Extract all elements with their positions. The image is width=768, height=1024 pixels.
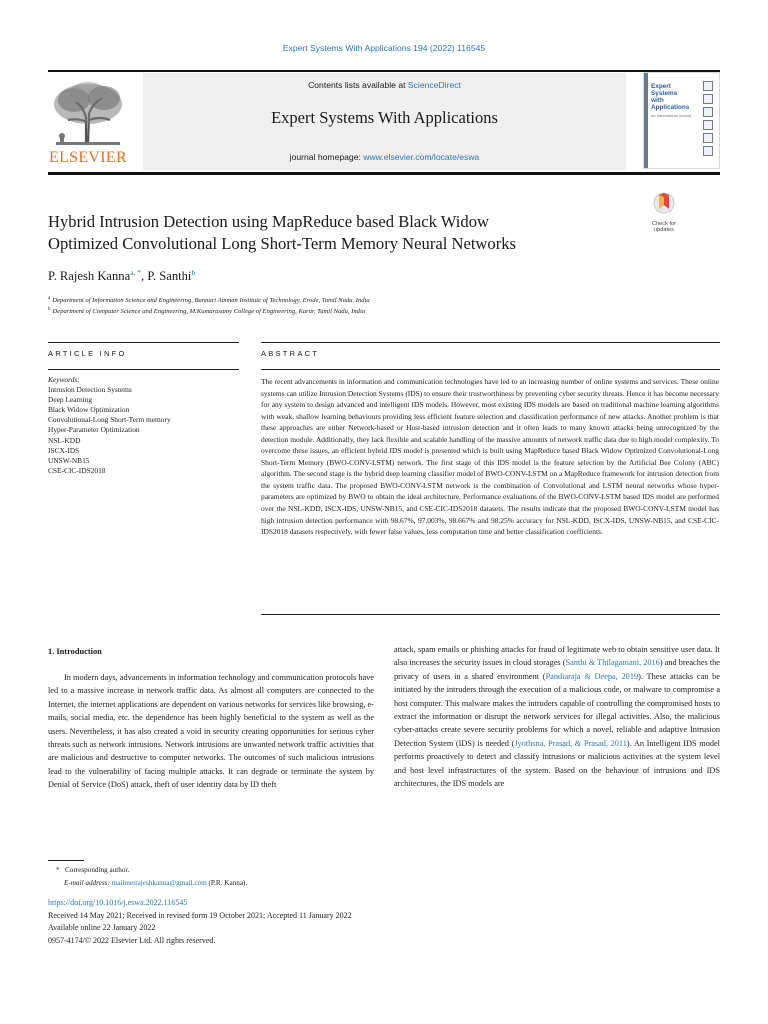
author-name[interactable]: P. Rajesh Kanna [48, 269, 131, 283]
cover-title-line: Applications [651, 104, 690, 111]
article-title [48, 211, 623, 255]
body-text: attack, spam emails or phishing attacks for fraud of legitimate web to obtain sensitive user data. It also increases the security issues in cloud storages ( [394, 645, 720, 668]
article-info-rule [48, 342, 239, 343]
title-line-1: Hybrid Intrusion Detection using MapReduce based Black Widow [48, 212, 489, 231]
contents-line [143, 80, 626, 90]
received-dates: Received 14 May 2021; Received in revised form 19 October 2021; Accepted 11 January 2022 [48, 911, 352, 920]
cover-title [651, 83, 689, 111]
keyword-item: CSE-CIC-IDS2018 [48, 465, 106, 475]
check-for-updates-button[interactable] [647, 192, 681, 232]
keyword-item: Black Widow Optimization [48, 405, 130, 415]
cover-graphic-icon [703, 146, 713, 156]
cover-graphic-icon [703, 81, 713, 91]
email-link[interactable]: mailmetrajeshkanna@gmail.com [111, 879, 207, 887]
abstract-rule [261, 369, 720, 370]
body-text: ) and breaches the privacy of users in a shared environment ( [394, 658, 720, 681]
bookmark-icon [653, 192, 675, 216]
keyword-item: ISCX-IDS [48, 445, 80, 455]
corresponding-author-note [56, 866, 129, 874]
email-suffix: (P.R. Kanna). [206, 879, 248, 887]
journal-cover-image [643, 72, 720, 169]
keyword-item: Deep Learning [48, 395, 93, 405]
affiliation-b [48, 307, 365, 315]
author-affil-mark[interactable]: b [191, 268, 196, 277]
citation-link[interactable]: Santhi & Thilagamani, 2016 [565, 658, 660, 668]
homepage-label: journal homepage: [289, 152, 364, 162]
email-note [64, 879, 247, 887]
body-text: ). These attacks can be initiated by the intruders through the execution of a malicious code, or malware to compromise a host computer. This malware makes the intruders capable of controlling the compromised hosts to extract the information or disrupt the network services for illegal activities. Also, the malicious cyber-attacks create severe security problems for which a novel, reliable and adaptive Intrusion Detection System (IDS) is needed ( [394, 671, 720, 748]
cover-subtitle: An International Journal [651, 114, 692, 118]
keyword-item: Hyper-Parameter Optimization [48, 425, 140, 435]
email-label: E-mail address: [64, 879, 112, 887]
affiliation-mark: a [48, 296, 51, 301]
running-citation[interactable]: Expert Systems With Applications 194 (2022) 116545 [282, 43, 486, 53]
keyword-item: UNSW-NB15 [48, 455, 90, 465]
affiliation-text: Department of Computer Science and Engineering, M.Kumarasamy College of Engineering, Karur, Tamil Nadu, India [52, 308, 366, 315]
affiliation-mark: b [48, 307, 51, 312]
author-affil-mark[interactable]: a, * [130, 268, 142, 277]
cover-graphic-icon [703, 107, 713, 117]
body-text: ). An Intelligent IDS model performs proactively to detect and classify intrusions or malicious activities at the system level and host level infrastructures of the system. Based on the behaviour of intrusions and IDS architectures, the IDS models are [394, 738, 720, 789]
cover-title-line: Systems [651, 90, 678, 97]
abstract-rule [261, 342, 720, 343]
cover-graphic-icon [703, 94, 713, 104]
cover-title-line: with [651, 97, 664, 104]
citation-link[interactable]: Pandiaraja & Deepa, 2019 [545, 671, 639, 681]
doi-link-row [48, 898, 187, 907]
article-info-rule [48, 369, 239, 370]
cover-graphic-icon [703, 120, 713, 130]
doi-link[interactable]: https://doi.org/10.1016/j.eswa.2022.116545 [48, 898, 188, 907]
section-heading-introduction: 1. Introduction [48, 647, 102, 656]
affiliation-a [48, 296, 370, 304]
footnote-text: Corresponding author. [64, 866, 130, 874]
affiliation-text: Department of Information Science and Engineering, Bannari Amman Institute of Technology, Erode, Tamil Nadu, India [52, 297, 370, 304]
abstract-bottom-rule [261, 614, 720, 615]
citation-link[interactable]: Jyothsna, Prasad, & Prasad, 2011 [514, 738, 627, 748]
cover-spine [644, 73, 648, 168]
article-info-heading: ARTICLE INFO [48, 349, 127, 358]
author-name[interactable]: P. Santhi [147, 269, 192, 283]
check-for-updates-label: Check for updates [652, 221, 676, 233]
homepage-line [143, 152, 626, 162]
masthead-bottom-rule [48, 172, 720, 175]
masthead-top-rule [48, 70, 720, 72]
keyword-item: Convolutional-Long Short-Term memory [48, 415, 171, 425]
footnote-mark: * [56, 866, 60, 874]
keyword-item: NSL-KDD [48, 435, 81, 445]
cover-graphic-icon [703, 133, 713, 143]
journal-title: Expert Systems With Applications [271, 108, 498, 127]
abstract-heading: ABSTRACT [261, 349, 320, 358]
keywords-label: Keywords: [48, 375, 80, 384]
author-list [48, 268, 195, 284]
copyright: 0957-4174/© 2022 Elsevier Ltd. All rights reserved. [48, 936, 216, 945]
contents-prefix: Contents lists available at [308, 80, 408, 90]
cover-title-line: Expert [651, 83, 671, 90]
homepage-link[interactable]: www.elsevier.com/locate/eswa [363, 152, 480, 162]
sciencedirect-link[interactable]: ScienceDirect [407, 80, 461, 90]
available-online: Available online 22 January 2022 [48, 923, 156, 932]
title-line-2: Optimized Convolutional Long Short-Term Memory Neural Networks [48, 234, 516, 253]
author-separator: , [141, 269, 148, 283]
keywords-block [48, 375, 238, 476]
footnote-rule [48, 860, 84, 861]
body-column-left: In modern days, advancements in information technology and communication protocols have led to a massive increase in network traffic data. As almost all computers are connected to the Internet, the internet applications are dependent on various networks for services like browsing, e-mails, social media, etc. the dependence has been highly beneficial to the system as well as the users. Nevertheless, it has also created a void in security creating opportunities for serious cyber threats such as network intrusions. Network intrusions are unwanted network traffic activities that are malicious and destructive to computer networks. The outcomes of such malicious intrusions lead to the vulnerability of facing multiple attacks. It can degrade or terminate the system by Denial of Service (DoS) attack, theft of user identity data by ID theft [48, 673, 375, 790]
body-column-right [394, 643, 720, 790]
abstract-text: The recent advancements in information and communication technologies have led to an increasing number of online systems and services. These online systems can utilize Intrusion Detection Systems (IDS) to ensure their trustworthiness by preventing cyber security threats. Hence it has become necessary for any system to design advanced and intelligent IDS models. However, most existing IDS models are based on traditional machine learning algorithms with weak, shallow learning behaviours providing less efficient feature selection and classification performance of new attacks. Another problem is that these approaches are either Network-based or Host-based intrusion detection and it often leads to many known attacks being unrecognized by the detection module. Additionally, they lack flexible and scalable handling of the massive amounts of network traffic data due to high model complexity. To overcome these issues, an efficient hybrid IDS model is presented which is built using MapReduce based Black Widow Optimized Convolutional-Long Short-Term Memory (BWO-CONV-LSTM) network. The first stage of this IDS model is the feature selection by the Artificial Bee Colony (ABC) algorithm. The second stage is the hybrid deep learning classifier model of BWO-CONV-LSTM on a MapReduce framework for intrusion detection from the system traffic data. The proposed BWO-CONV-LSTM network is the combination of Convolutional and LSTM neural networks whose hyper-parameters are optimized by BWO to obtain the ideal architecture. Performance evaluations of the BWO-CONV-LSTM based IDS model are performed over the NSL-KDD, ISCX-IDS, UNSW-NB15, and CSE-CIC-IDS2018 datasets. The results indicate that the proposed BWO-CONV-LSTM model has high intrusion detection performance with 98.67%, 97.003%, 98.667% and 98.25% accuracy for NSL-KDD, ISCX-IDS, UNSW-NB15, and CSE-CIC-IDS2018 datasets respectively, with fewer false values, less computation time and better classification coefficients. [261, 377, 719, 537]
keyword-item: Intrusion Detection Systems [48, 385, 132, 395]
elsevier-wordmark: ELSEVIER [49, 149, 127, 166]
